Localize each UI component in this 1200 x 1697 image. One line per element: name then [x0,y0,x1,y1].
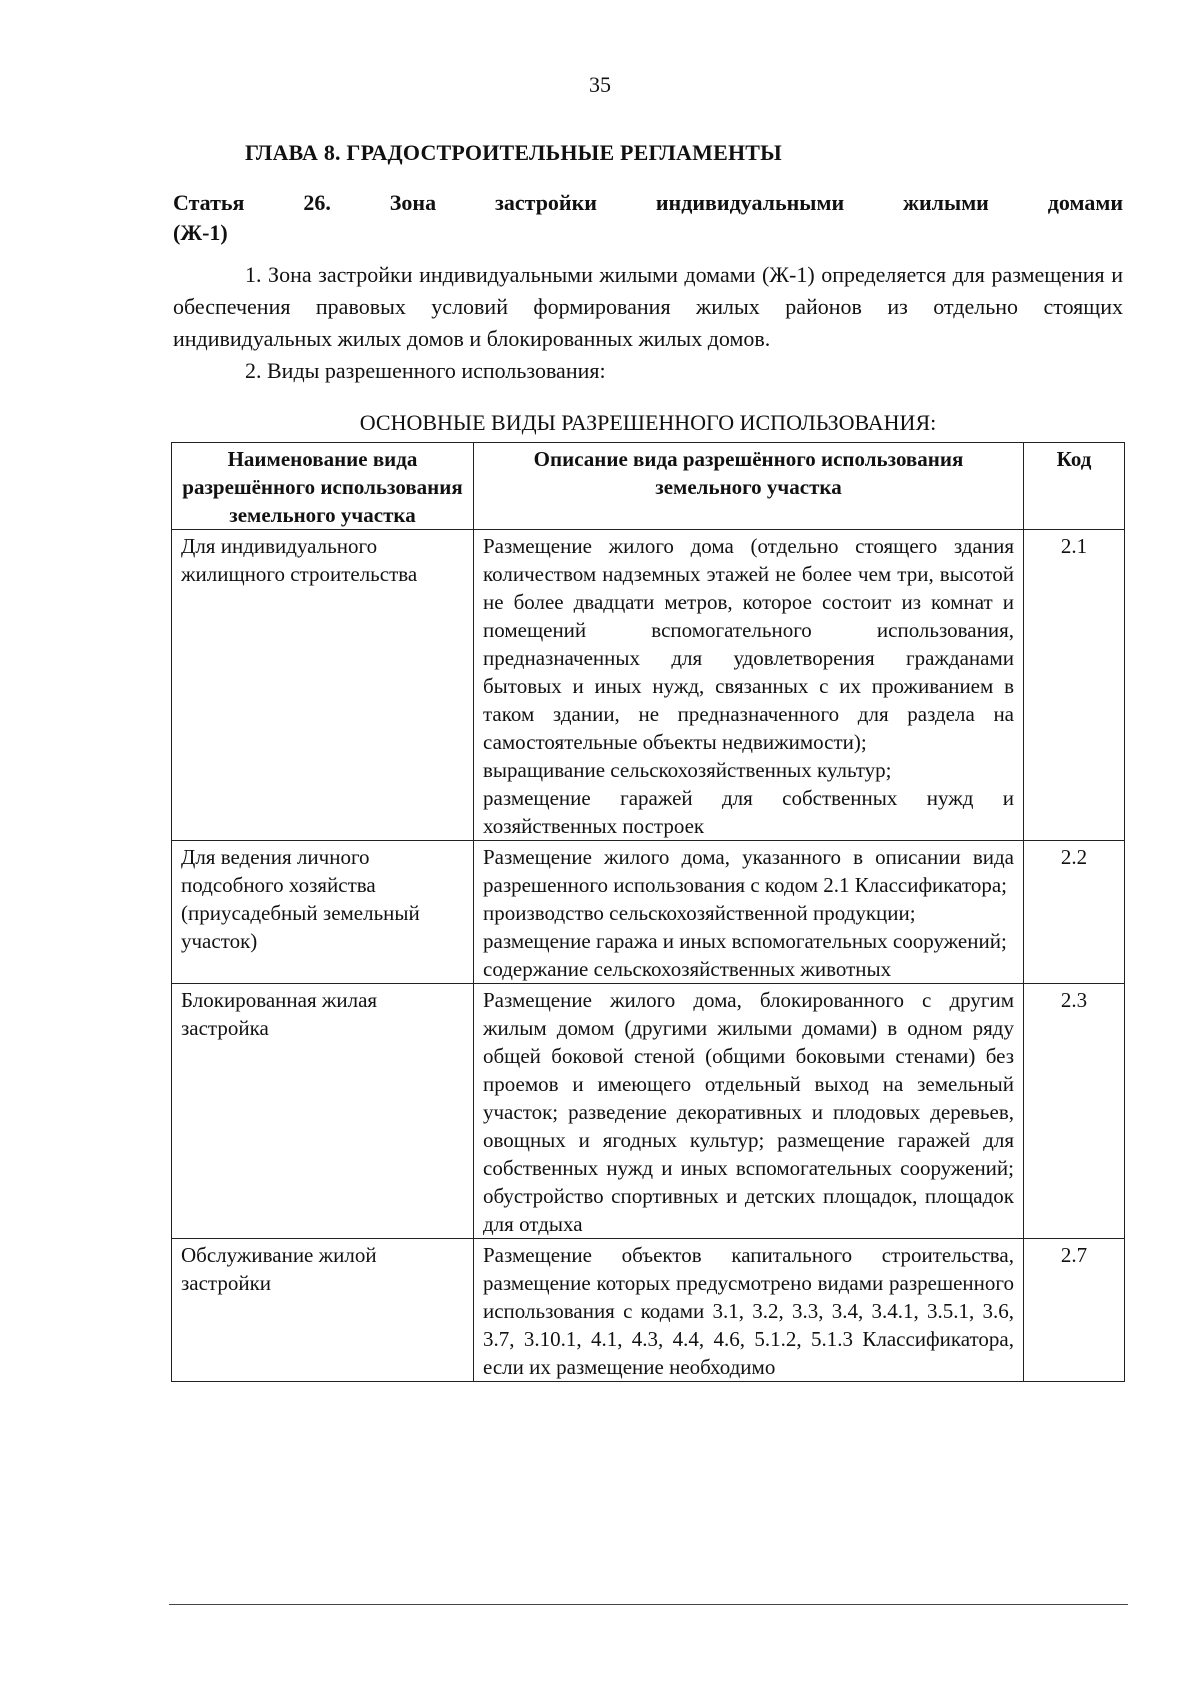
table-row [172,841,1125,984]
table-row [172,530,1125,841]
description-line: размещение гаражей для собственных нужд и хозяйственных построек [483,786,1014,838]
row-name: Для ведения личного подсобного хозяйства (приусадебный земельный участок) [172,841,474,984]
article-title-line1: Статья 26. Зона застройки индивидуальными жилыми домами [173,190,1123,215]
permitted-uses-table [171,442,1125,1382]
table-row [172,984,1125,1239]
description-line: размещение гаража и иных вспомогательных сооружений; [483,929,1007,953]
row-name: Блокированная жилая застройка [172,984,474,1239]
description-line: Размещение жилого дома, блокированного с другим жилым домом (другими жилыми домами) в одном ряду общей боковой стеной (общими боковыми стенами) без проемов и имеющего отдельный выход на земельный участок; разведение декоративных и плодовых деревьев, овощных и ягодных культур; размещение гаражей для собственных нужд и иных вспомогательных сооружений; обустройство спортивных и детских площадок, площадок для отдыха [483,988,1014,1236]
description-line: Размещение жилого дома, указанного в описании вида разрешенного использования с кодом 2.1 Классификатора; [483,845,1014,897]
description-line: производство сельскохозяйственной продукции; [483,901,916,925]
row-description [474,841,1024,984]
row-code: 2.7 [1024,1239,1125,1382]
article-title-line2: (Ж-1) [173,220,228,245]
table-row [172,1239,1125,1382]
row-description [474,1239,1024,1382]
footer-divider [169,1604,1128,1605]
description-line: Размещение объектов капитального строительства, размещение которых предусмотрено видами разрешенного использования с кодами 3.1, 3.2, 3.3, 3.4, 3.4.1, 3.5.1, 3.6, 3.7, 3.10.1, 4.1, 4.3, 4.4, 4.6, 5.1.2, 5.1.3 Классификатора, если их размещение необходимо [483,1243,1014,1379]
paragraph-1: 1. Зона застройки индивидуальными жилыми домами (Ж-1) определяется для размещения и обеспечения правовых условий формирования жилых районов из отдельно стоящих индивидуальных жилых домов и блокированных жилых домов. [173,262,1123,351]
description-line: Размещение жилого дома (отдельно стоящего здания количеством надземных этажей не более чем три, высотой не более двадцати метров, которое состоит из комнат и помещений вспомогательного использования, предназначенных для удовлетворения гражданами бытовых и иных нужд, связанных с их проживанием в таком здании, не предназначенного для раздела на самостоятельные объекты недвижимости); [483,534,1014,754]
header-name: Наименование вида разрешённого использования земельного участка [172,443,474,530]
row-description [474,530,1024,841]
description-line: содержание сельскохозяйственных животных [483,957,892,981]
row-code: 2.3 [1024,984,1125,1239]
row-name: Обслуживание жилой застройки [172,1239,474,1382]
row-code: 2.1 [1024,530,1125,841]
page-number: 35 [589,72,611,97]
description-line: выращивание сельскохозяйственных культур; [483,758,892,782]
header-description: Описание вида разрешённого использования земельного участка [474,443,1024,530]
table-caption: ОСНОВНЫЕ ВИДЫ РАЗРЕШЕННОГО ИСПОЛЬЗОВАНИЯ: [359,410,937,435]
row-description [474,984,1024,1239]
row-code: 2.2 [1024,841,1125,984]
table-header-row [172,443,1125,530]
chapter-title: ГЛАВА 8. ГРАДОСТРОИТЕЛЬНЫЕ РЕГЛАМЕНТЫ [245,140,782,165]
header-code: Код [1024,443,1125,530]
row-name: Для индивидуального жилищного строительства [172,530,474,841]
paragraph-2: 2. Виды разрешенного использования: [245,358,606,383]
